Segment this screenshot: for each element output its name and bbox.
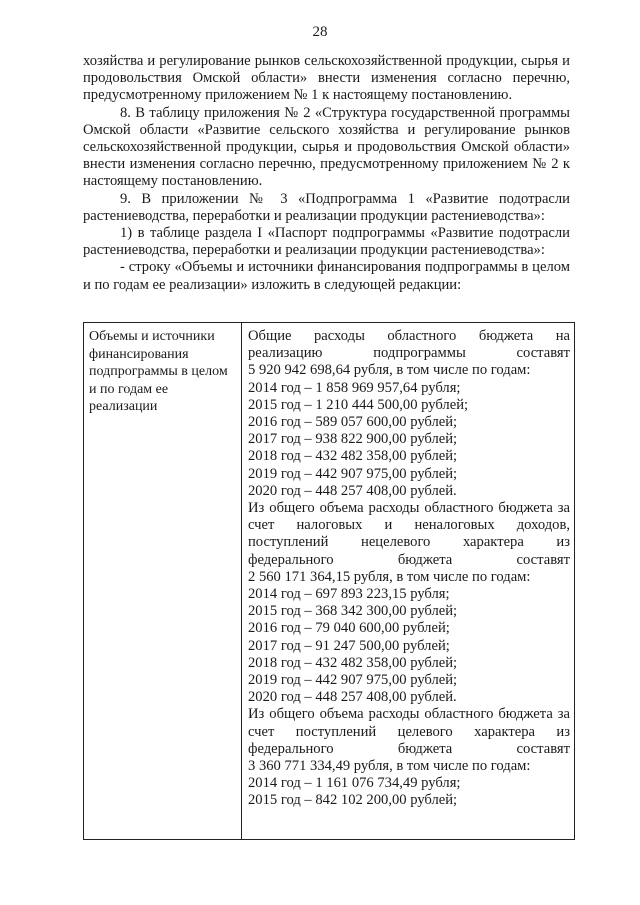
paragraph: 9. В приложении № 3 «Подпрограмма 1 «Развитие подотрасли растениеводства, переработки и реализации продукции растениеводства»: xyxy=(83,190,570,224)
block-tax-revenues xyxy=(248,500,570,706)
year-line: 2014 год – 697 893 223,15 рубля; xyxy=(248,586,450,603)
block-total: 3 360 771 334,49 рубля, в том числе по годам: xyxy=(248,758,531,775)
year-line: 2020 год – 448 257 408,00 рублей. xyxy=(248,482,457,499)
block-total: 2 560 171 364,15 рубля, в том числе по годам: xyxy=(248,568,531,585)
year-line: 2016 год – 79 040 600,00 рублей; xyxy=(248,620,450,637)
table-value-cell xyxy=(242,323,574,839)
year-line: 2019 год – 442 907 975,00 рублей; xyxy=(248,672,458,689)
year-line: 2014 год – 1 161 076 734,49 рубля; xyxy=(248,775,461,792)
year-line: 2017 год – 91 247 500,00 рублей; xyxy=(248,637,450,654)
year-line: 2019 год – 442 907 975,00 рублей; xyxy=(248,465,458,482)
year-line: 2020 год – 448 257 408,00 рублей. xyxy=(248,689,457,706)
paragraph: - строку «Объемы и источники финансирования подпрограммы в целом и по годам ее реализации» изложить в следующей редакции: xyxy=(83,259,570,293)
year-line: 2016 год – 589 057 600,00 рублей; xyxy=(248,414,458,431)
year-line: 2018 год – 432 482 358,00 рублей; xyxy=(248,654,458,671)
year-line: 2015 год – 368 342 300,00 рублей; xyxy=(248,603,458,620)
year-line: 2015 год – 842 102 200,00 рублей; xyxy=(248,792,458,809)
table-label-cell: Объемы и источники финансирования подпрограммы в целом и по годам ее реализации xyxy=(84,323,242,839)
block-federal-targeted xyxy=(248,706,570,809)
block-total-expenses xyxy=(248,328,570,500)
financing-table xyxy=(83,322,575,840)
paragraph: 1) в таблице раздела I «Паспорт подпрограммы «Развитие подотрасли растениеводства, переработки и реализации продукции растениеводства»: xyxy=(83,225,570,259)
year-line: 2018 год – 432 482 358,00 рублей; xyxy=(248,448,458,465)
block-intro: Из общего объема расходы областного бюджета за счет поступлений целевого характера из федерального бюджета составят xyxy=(248,706,570,757)
year-line: 2015 год – 1 210 444 500,00 рублей; xyxy=(248,396,469,413)
page-number: 28 xyxy=(312,24,328,40)
year-line: 2014 год – 1 858 969 957,64 рубля; xyxy=(248,379,461,396)
paragraph: хозяйства и регулирование рынков сельскохозяйственной продукции, сырья и продовольствия Омской области» внести изменения согласно перечню, предусмотренному приложением № 1 к настоящему постановлению. xyxy=(83,53,570,104)
block-intro: Общие расходы областного бюджета на реализацию подпрограммы составят xyxy=(248,328,570,362)
block-intro: Из общего объема расходы областного бюджета за счет налоговых и неналоговых доходов, поступлений нецелевого характера из федерального бюджета составят xyxy=(248,500,570,568)
year-line: 2017 год – 938 822 900,00 рублей; xyxy=(248,431,458,448)
block-total: 5 920 942 698,64 рубля, в том числе по годам: xyxy=(248,362,531,379)
paragraph: 8. В таблицу приложения № 2 «Структура государственной программы Омской области «Развитие сельского хозяйства и регулирование рынков сельскохозяйственной продукции, сырья и продовольствия Омской области» внести изменения согласно перечню, предусмотренному приложением № 2 к настоящему постановлению. xyxy=(83,104,570,190)
document-body xyxy=(83,53,570,294)
